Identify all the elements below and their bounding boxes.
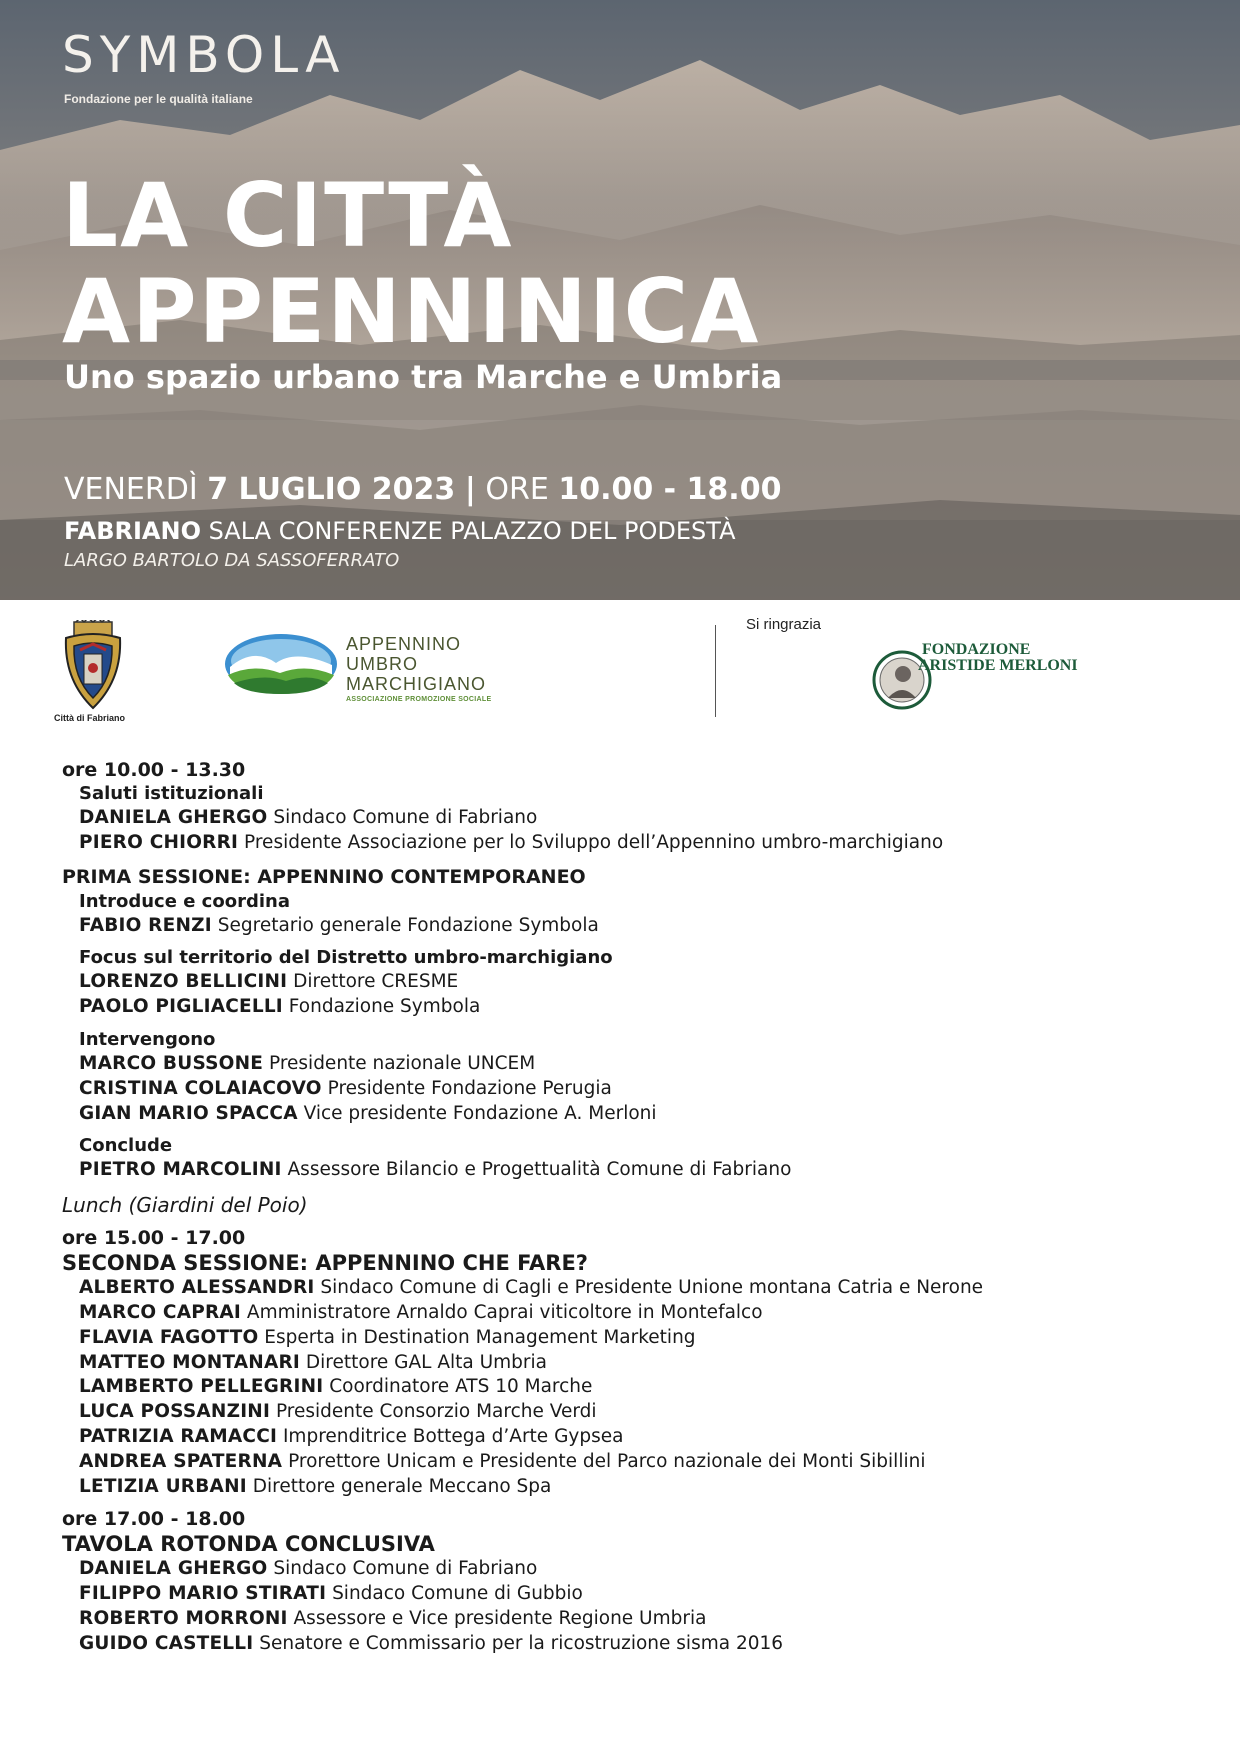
event-venue-name: SALA CONFERENZE PALAZZO DEL PODESTÀ bbox=[208, 517, 736, 545]
speaker-name: CRISTINA COLAIACOVO bbox=[79, 1077, 322, 1099]
speaker-role: Vice presidente Fondazione A. Merloni bbox=[303, 1102, 657, 1124]
time-slot-afternoon: ore 15.00 - 17.00 bbox=[62, 1227, 246, 1250]
speaker-role: Esperta in Destination Management Marketing bbox=[264, 1326, 696, 1348]
event-day: VENERDÌ bbox=[64, 472, 198, 507]
speaker-role: Direttore GAL Alta Umbria bbox=[305, 1351, 547, 1373]
speaker-role: Coordinatore ATS 10 Marche bbox=[329, 1376, 593, 1398]
speaker-name: ROBERTO MORRONI bbox=[79, 1607, 288, 1629]
event-address: LARGO BARTOLO DA SASSOFERRATO bbox=[64, 550, 400, 571]
aum-line-2: UMBRO bbox=[346, 654, 418, 674]
speaker-name: LORENZO BELLICINI bbox=[79, 971, 288, 993]
speaker-name: MARCO BUSSONE bbox=[79, 1052, 264, 1074]
speaker-row bbox=[62, 995, 1202, 1020]
lunch-break: Lunch (Giardini del Poio) bbox=[62, 1193, 308, 1218]
fam-line-2: ARISTIDE MERLONI bbox=[918, 657, 1078, 674]
page-title bbox=[62, 164, 761, 363]
speaker-name: FABIO RENZI bbox=[79, 914, 212, 936]
speaker-role: Fondazione Symbola bbox=[288, 996, 481, 1018]
speaker-role: Segretario generale Fondazione Symbola bbox=[217, 914, 599, 936]
aum-line-1: APPENNINO bbox=[346, 634, 462, 654]
event-venue bbox=[64, 517, 736, 545]
speaker-name: PAOLO PIGLIACELLI bbox=[79, 996, 283, 1018]
speaker-row bbox=[62, 831, 1202, 856]
time-slot-evening: ore 17.00 - 18.00 bbox=[62, 1508, 246, 1531]
speaker-name: DANIELA GHERGO bbox=[79, 1558, 268, 1580]
speaker-role: Imprenditrice Bottega d’Arte Gypsea bbox=[282, 1425, 624, 1447]
intro-heading: Introduce e coordina bbox=[79, 890, 290, 912]
speaker-row bbox=[62, 1582, 1202, 1607]
speaker-role: Direttore generale Meccano Spa bbox=[252, 1475, 552, 1497]
speaker-row bbox=[62, 914, 1202, 939]
title-line-1: LA CITTÀ bbox=[62, 164, 514, 267]
speaker-row bbox=[62, 1557, 1202, 1582]
merloni-foundation-text bbox=[918, 642, 1078, 674]
speaker-row bbox=[62, 1102, 1202, 1127]
greetings-heading: Saluti istituzionali bbox=[79, 783, 264, 804]
event-date bbox=[64, 472, 781, 507]
speaker-name: ALBERTO ALESSANDRI bbox=[79, 1277, 315, 1299]
speakers-heading: Intervengono bbox=[79, 1028, 216, 1050]
speaker-name: ANDREA SPATERNA bbox=[79, 1450, 283, 1472]
speaker-row bbox=[62, 1632, 1202, 1657]
speaker-role: Assessore Bilancio e Progettualità Comune di Fabriano bbox=[287, 1159, 792, 1181]
speaker-row bbox=[62, 1475, 1202, 1500]
session-3-title: TAVOLA ROTONDA CONCLUSIVA bbox=[62, 1532, 435, 1557]
fam-line-1: FONDAZIONE bbox=[922, 641, 1031, 658]
partner-logos bbox=[0, 600, 1240, 730]
symbola-tagline: Fondazione per le qualità italiane bbox=[64, 92, 253, 106]
speaker-row bbox=[62, 1351, 1202, 1376]
speaker-name: MARCO CAPRAI bbox=[79, 1301, 242, 1323]
speaker-role: Sindaco Comune di Cagli e Presidente Unione montana Catria e Nerone bbox=[320, 1277, 984, 1299]
aum-logo-text bbox=[346, 634, 486, 694]
speaker-name: LUCA POSSANZINI bbox=[79, 1401, 271, 1423]
title-line-2: APPENNINICA bbox=[62, 260, 761, 363]
logo-divider bbox=[715, 625, 716, 717]
speaker-row bbox=[62, 1276, 1202, 1301]
event-city: FABRIANO bbox=[64, 517, 201, 545]
speaker-name: FILIPPO MARIO STIRATI bbox=[79, 1583, 327, 1605]
symbola-logo: SYMBOLA bbox=[62, 26, 346, 84]
speaker-name: PIETRO MARCOLINI bbox=[79, 1159, 282, 1181]
speaker-row bbox=[62, 1450, 1202, 1475]
speaker-role: Prorettore Unicam e Presidente del Parco nazionale dei Monti Sibillini bbox=[288, 1450, 926, 1472]
thanks-label: Si ringrazia bbox=[746, 616, 822, 633]
program bbox=[62, 758, 1202, 1657]
speaker-name: GIAN MARIO SPACCA bbox=[79, 1102, 298, 1124]
event-time: 10.00 - 18.00 bbox=[558, 472, 782, 507]
crest-label: Città di Fabriano bbox=[54, 713, 126, 723]
page-subtitle: Uno spazio urbano tra Marche e Umbria bbox=[64, 358, 783, 396]
speaker-role: Sindaco Comune di Gubbio bbox=[332, 1583, 583, 1605]
conclusion-heading: Conclude bbox=[79, 1135, 173, 1157]
fabriano-crest-icon bbox=[60, 620, 126, 712]
speaker-name: MATTEO MONTANARI bbox=[79, 1351, 301, 1373]
speaker-role: Presidente Associazione per lo Sviluppo dell’Appennino umbro-marchigiano bbox=[244, 831, 944, 853]
speaker-name: LAMBERTO PELLEGRINI bbox=[79, 1376, 324, 1398]
speaker-role: Sindaco Comune di Fabriano bbox=[273, 807, 538, 828]
appennino-umbro-marchigiano-logo-icon bbox=[224, 633, 338, 695]
speaker-name: DANIELA GHERGO bbox=[79, 807, 268, 828]
speaker-row bbox=[62, 806, 1202, 831]
speaker-row bbox=[62, 1077, 1202, 1102]
speaker-role: Presidente Fondazione Perugia bbox=[327, 1077, 612, 1099]
speaker-row bbox=[62, 1301, 1202, 1326]
speaker-row bbox=[62, 1425, 1202, 1450]
speaker-name: PATRIZIA RAMACCI bbox=[79, 1425, 278, 1447]
speaker-name: PIERO CHIORRI bbox=[79, 831, 239, 853]
speaker-row bbox=[62, 1607, 1202, 1632]
event-time-label: ORE bbox=[485, 472, 549, 507]
speaker-row bbox=[62, 1158, 1202, 1183]
aum-line-3: MARCHIGIANO bbox=[346, 674, 487, 694]
hero-banner bbox=[0, 0, 1240, 600]
speaker-row bbox=[62, 1400, 1202, 1425]
speaker-name: GUIDO CASTELLI bbox=[79, 1632, 254, 1654]
focus-heading: Focus sul territorio del Distretto umbro-marchigiano bbox=[79, 947, 613, 969]
speaker-row bbox=[62, 970, 1202, 995]
time-slot-morning: ore 10.00 - 13.30 bbox=[62, 759, 246, 781]
date-separator: | bbox=[464, 472, 476, 507]
speaker-row bbox=[62, 1375, 1202, 1400]
aum-tagline: ASSOCIAZIONE PROMOZIONE SOCIALE bbox=[346, 696, 492, 703]
speaker-role: Presidente nazionale UNCEM bbox=[269, 1052, 536, 1074]
speaker-role: Direttore CRESME bbox=[293, 971, 459, 993]
speaker-role: Assessore e Vice presidente Regione Umbria bbox=[293, 1607, 707, 1629]
speaker-row bbox=[62, 1326, 1202, 1351]
session-1-title: PRIMA SESSIONE: APPENNINO CONTEMPORANEO bbox=[62, 865, 586, 888]
speaker-role: Amministratore Arnaldo Caprai viticoltore in Montefalco bbox=[246, 1301, 763, 1323]
speaker-name: FLAVIA FAGOTTO bbox=[79, 1326, 259, 1348]
speaker-role: Senatore e Commissario per la ricostruzione sisma 2016 bbox=[259, 1632, 784, 1654]
speaker-name: LETIZIA URBANI bbox=[79, 1475, 247, 1497]
speaker-role: Sindaco Comune di Fabriano bbox=[273, 1558, 538, 1580]
speaker-row bbox=[62, 1052, 1202, 1077]
session-2-title: SECONDA SESSIONE: APPENNINO CHE FARE? bbox=[62, 1251, 588, 1276]
speaker-role: Presidente Consorzio Marche Verdi bbox=[275, 1401, 597, 1423]
event-date-main: 7 LUGLIO 2023 bbox=[207, 472, 456, 507]
